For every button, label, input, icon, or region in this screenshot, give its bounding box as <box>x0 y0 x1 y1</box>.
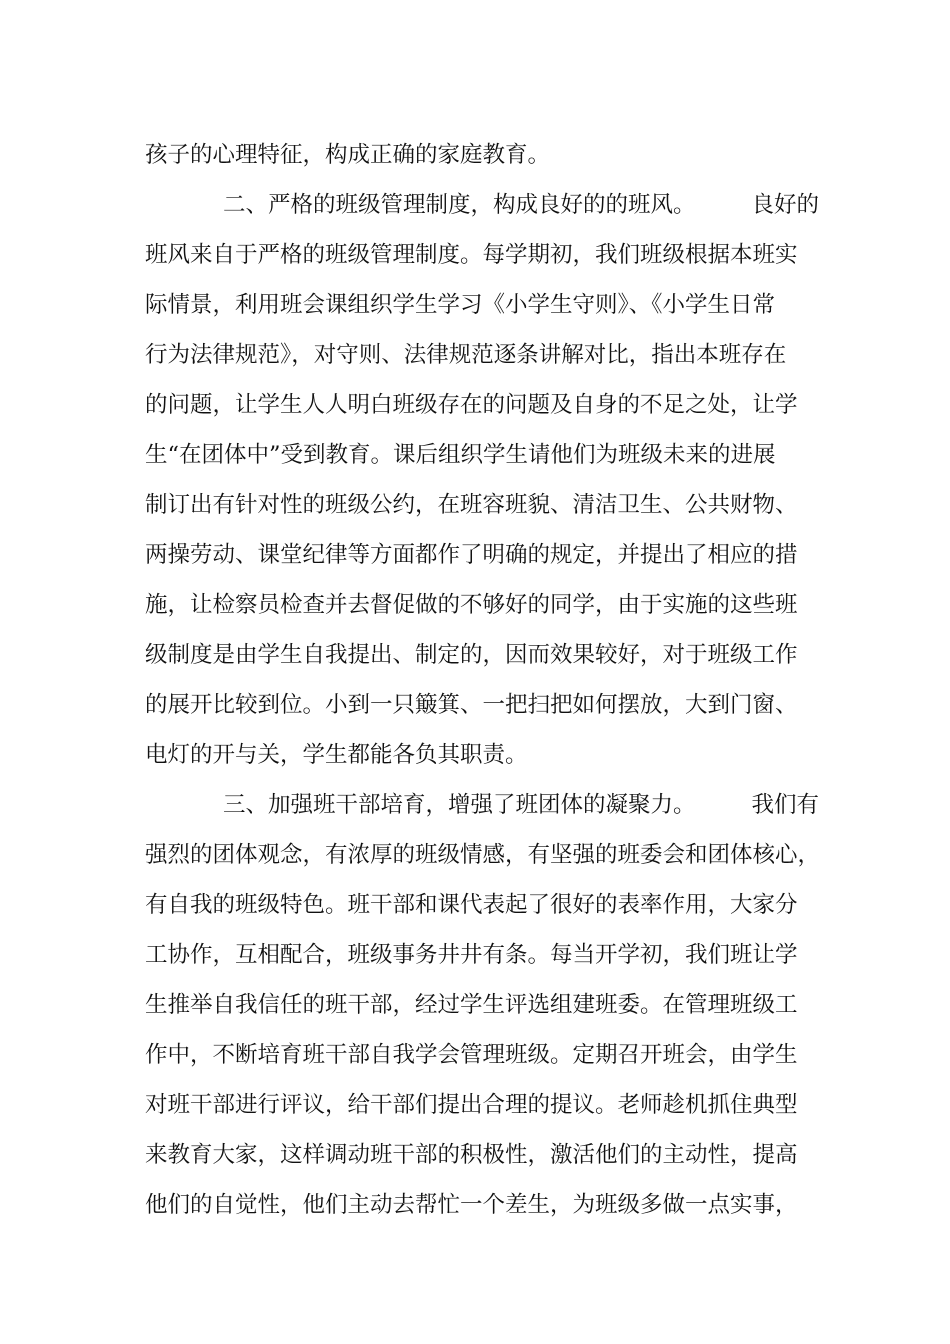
text-line: 电灯的开与关，学生都能各负其职责。 <box>145 742 528 768</box>
text-line: 孩子的心理特征，构成正确的家庭教育。 <box>145 142 551 168</box>
section-heading: 二、严格的班级管理制度，构成良好的的班风。 <box>223 192 696 218</box>
text-line: 生“在团体中”受到教育。课后组织学生请他们为班级未来的进展 <box>145 442 776 468</box>
text-line: 制订出有针对性的班级公约，在班容班貌、清洁卫生、公共财物、 <box>145 492 798 518</box>
text-line: 有自我的班级特色。班干部和课代表起了很好的表率作用，大家分 <box>145 892 798 918</box>
text-line: 工协作，互相配合，班级事务井井有条。每当开学初，我们班让学 <box>145 942 798 968</box>
section-heading: 三、加强班干部培育，增强了班团体的凝聚力。 <box>223 792 696 818</box>
text-line: 来教育大家，这样调动班干部的积极性，激活他们的主动性，提高 <box>145 1142 798 1168</box>
body-text <box>145 130 825 1230</box>
text-line: 班风来自于严格的班级管理制度。每学期初，我们班级根据本班实 <box>145 242 798 268</box>
text-line: 作中，不断培育班干部自我学会管理班级。定期召开班会，由学生 <box>145 1042 798 1068</box>
text-line: 施，让检察员检查并去督促做的不够好的同学，由于实施的这些班 <box>145 592 798 618</box>
section-heading-line <box>145 780 825 830</box>
text-line: 的问题，让学生人人明白班级存在的问题及自身的不足之处，让学 <box>145 392 798 418</box>
text-line: 对班干部进行评议，给干部们提出合理的提议。老师趁机抓住典型 <box>145 1092 798 1118</box>
text-line: 级制度是由学生自我提出、制定的，因而效果较好，对于班级工作 <box>145 642 798 668</box>
text-line: 他们的自觉性，他们主动去帮忙一个差生，为班级多做一点实事， <box>145 1192 798 1218</box>
text-line: 生推举自我信任的班干部，经过学生评选组建班委。在管理班级工 <box>145 992 798 1018</box>
text-line: 两操劳动、课堂纪律等方面都作了明确的规定，并提出了相应的措 <box>145 542 798 568</box>
paragraph-start: 良好的 <box>751 192 820 218</box>
section-heading-line <box>145 180 825 230</box>
text-line: 际情景，利用班会课组织学生学习《小学生守则》、《小学生日常 <box>145 292 776 318</box>
text-line: 的展开比较到位。小到一只簸箕、一把扫把如何摆放，大到门窗、 <box>145 692 798 718</box>
text-line: 强烈的团体观念，有浓厚的班级情感，有坚强的班委会和团体核心， <box>145 842 821 868</box>
paragraph-start: 我们有 <box>751 792 820 818</box>
text-line: 行为法律规范》，对守则、法律规范逐条讲解对比，指出本班存在 <box>145 342 787 368</box>
